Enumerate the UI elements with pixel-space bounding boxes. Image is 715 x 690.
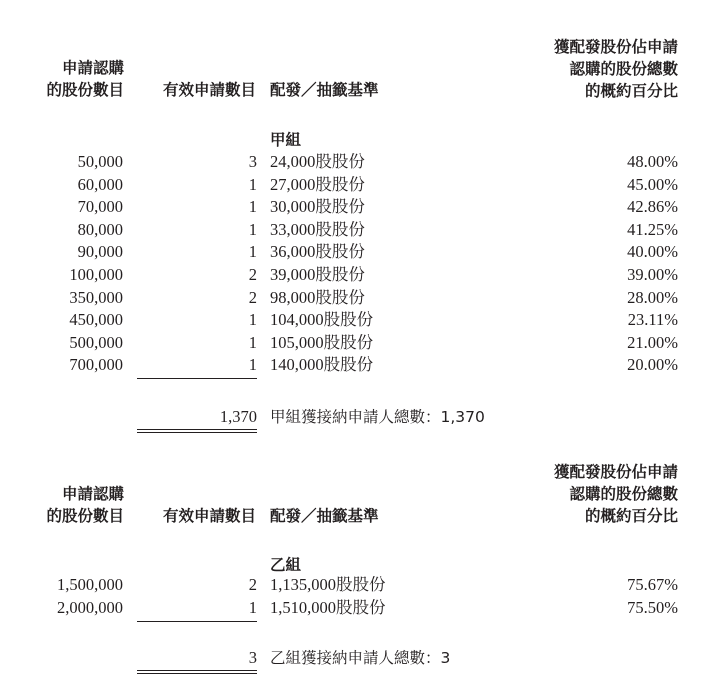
cell-allocation-basis: 105,000股股份 — [270, 332, 374, 352]
header-b-valid-applications: 有效申請數目 — [162, 507, 256, 525]
cell-shares: 70,000 — [77, 197, 123, 217]
cell-valid-count: 2 — [248, 265, 257, 284]
cell-allocation-basis: 39,000股股份 — [270, 265, 365, 284]
header-shares-line1: 申請認購 — [61, 59, 124, 77]
cell-allocation-basis: 104,000股股份 — [270, 310, 374, 330]
cell-percentage: 75.50% — [627, 597, 678, 617]
cell-percentage: 42.86% — [627, 197, 678, 217]
group-a-total-label: 甲組獲接納申請人總數：1,370 — [270, 408, 485, 426]
cell-percentage: 20.00% — [627, 355, 678, 375]
cell-valid-count: 1 — [248, 310, 257, 330]
cell-valid-count: 3 — [248, 152, 257, 171]
cell-shares: 450,000 — [69, 310, 123, 330]
group-b-double-rule-top — [137, 670, 257, 671]
cell-allocation-basis: 98,000股股份 — [270, 287, 365, 307]
cell-allocation-basis: 27,000股股份 — [270, 174, 365, 194]
group-a-subtotal-rule — [137, 378, 257, 379]
group-a-double-rule-top — [137, 429, 257, 430]
cell-shares: 60,000 — [77, 174, 123, 194]
cell-allocation-basis: 33,000股股份 — [270, 219, 365, 239]
header-percentage-line3: 的概約百分比 — [584, 82, 678, 100]
cell-valid-count: 1 — [248, 242, 257, 262]
header-b-allocation-basis: 配發／抽籤基準 — [270, 507, 379, 525]
cell-percentage: 75.67% — [627, 575, 678, 594]
cell-allocation-basis: 30,000股股份 — [270, 197, 365, 217]
group-b-title: 乙組 — [270, 556, 302, 574]
header-percentage-line1: 獲配發股份佔申請 — [553, 38, 678, 56]
cell-shares: 350,000 — [69, 287, 123, 307]
header-b-shares-line1: 申請認購 — [61, 485, 124, 503]
cell-shares: 1,500,000 — [57, 575, 123, 594]
header-b-shares-line2: 的股份數目 — [46, 507, 124, 525]
cell-shares: 2,000,000 — [57, 597, 123, 617]
cell-valid-count: 1 — [248, 219, 257, 239]
cell-shares: 100,000 — [69, 265, 123, 284]
cell-valid-count: 1 — [248, 332, 257, 352]
group-b-double-rule-bottom — [137, 673, 257, 674]
cell-shares: 80,000 — [77, 219, 123, 239]
header-b-percentage-line1: 獲配發股份佔申請 — [553, 463, 678, 481]
cell-percentage: 41.25% — [627, 219, 678, 239]
cell-percentage: 48.00% — [627, 152, 678, 171]
cell-shares: 50,000 — [77, 152, 123, 171]
group-a-title: 甲組 — [270, 131, 302, 149]
group-a-double-rule-bottom — [137, 432, 257, 433]
cell-valid-count: 1 — [248, 355, 257, 375]
header-allocation-basis: 配發／抽籤基準 — [270, 81, 379, 99]
cell-percentage: 23.11% — [627, 310, 678, 330]
group-b-subtotal-rule — [137, 621, 257, 622]
cell-valid-count: 1 — [248, 597, 257, 617]
header-shares-line2: 的股份數目 — [46, 81, 124, 99]
cell-allocation-basis: 24,000股股份 — [270, 152, 365, 171]
group-b-total: 3 — [248, 648, 257, 667]
header-b-percentage-line3: 的概約百分比 — [584, 507, 678, 525]
header-percentage-line2: 認購的股份總數 — [569, 60, 678, 78]
cell-allocation-basis: 1,510,000股股份 — [270, 597, 386, 617]
cell-percentage: 39.00% — [627, 265, 678, 284]
cell-allocation-basis: 36,000股股份 — [270, 242, 365, 262]
cell-valid-count: 1 — [248, 197, 257, 217]
cell-percentage: 21.00% — [627, 332, 678, 352]
cell-percentage: 40.00% — [627, 242, 678, 262]
cell-valid-count: 2 — [248, 575, 257, 594]
group-b-total-label: 乙組獲接納申請人總數：3 — [270, 649, 451, 667]
group-a-total: 1,370 — [219, 407, 257, 426]
cell-allocation-basis: 1,135,000股股份 — [270, 575, 386, 594]
cell-valid-count: 1 — [248, 174, 257, 194]
header-b-percentage-line2: 認購的股份總數 — [569, 485, 678, 503]
cell-percentage: 28.00% — [627, 287, 678, 307]
cell-valid-count: 2 — [248, 287, 257, 307]
cell-shares: 700,000 — [69, 355, 123, 375]
cell-allocation-basis: 140,000股股份 — [270, 355, 374, 375]
cell-shares: 90,000 — [77, 242, 123, 262]
cell-percentage: 45.00% — [627, 174, 678, 194]
header-valid-applications: 有效申請數目 — [162, 81, 256, 99]
cell-shares: 500,000 — [69, 332, 123, 352]
